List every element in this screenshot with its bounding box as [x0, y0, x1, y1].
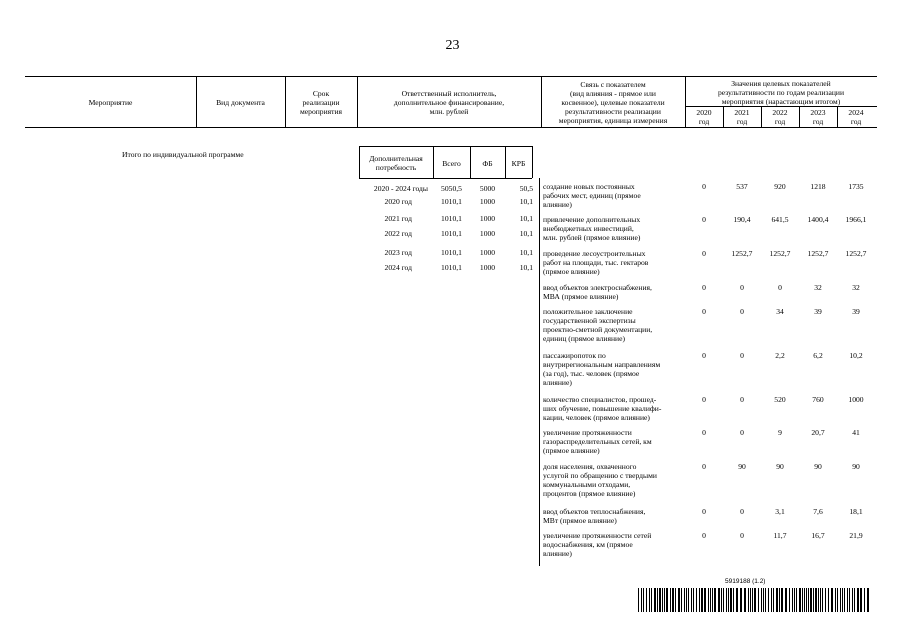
- indicator-column-rule: [539, 178, 540, 566]
- header-top-rule: [25, 76, 877, 77]
- header-link: Связь с показателем (вид влияния - прямое или косвенное), целевые показатели результативности реализации мероприятия, единица измерения: [558, 80, 668, 125]
- header-doc-type: Вид документа: [216, 98, 265, 107]
- header-term: Срок реализации мероприятия: [299, 89, 343, 116]
- finance-bottom-rule: [359, 178, 532, 179]
- years-divider-rule: [685, 106, 877, 107]
- page-number: 23: [445, 38, 460, 53]
- finance-header-fb: ФБ: [482, 159, 493, 168]
- finance-header-krb: КРБ: [511, 159, 526, 168]
- header-values: Значения целевых показателей результативности по годам реализации мероприятия (нарастающим итогом): [717, 79, 845, 106]
- finance-header-total: Всего: [442, 159, 461, 168]
- header-year-2021: 2021 год: [734, 108, 750, 126]
- header-year-2024: 2024 год: [848, 108, 864, 126]
- header-measure: Мероприятие: [88, 98, 133, 107]
- barcode-caption: 5919188 (1.2): [725, 578, 766, 585]
- barcode-icon: [638, 588, 871, 612]
- header-year-2022: 2022 год: [772, 108, 788, 126]
- header-responsible: Ответственный исполнитель, дополнительное финансирование, млн. рублей: [393, 89, 505, 116]
- finance-top-rule: [359, 146, 532, 147]
- header-bottom-rule: [25, 127, 877, 128]
- finance-header-need: Дополнительная потребность: [369, 154, 423, 172]
- finance-divider: [532, 146, 533, 178]
- header-year-2023: 2023 год: [810, 108, 826, 126]
- header-year-2020: 2020 год: [696, 108, 712, 126]
- total-label: Итого по индивидуальной программе: [122, 150, 244, 159]
